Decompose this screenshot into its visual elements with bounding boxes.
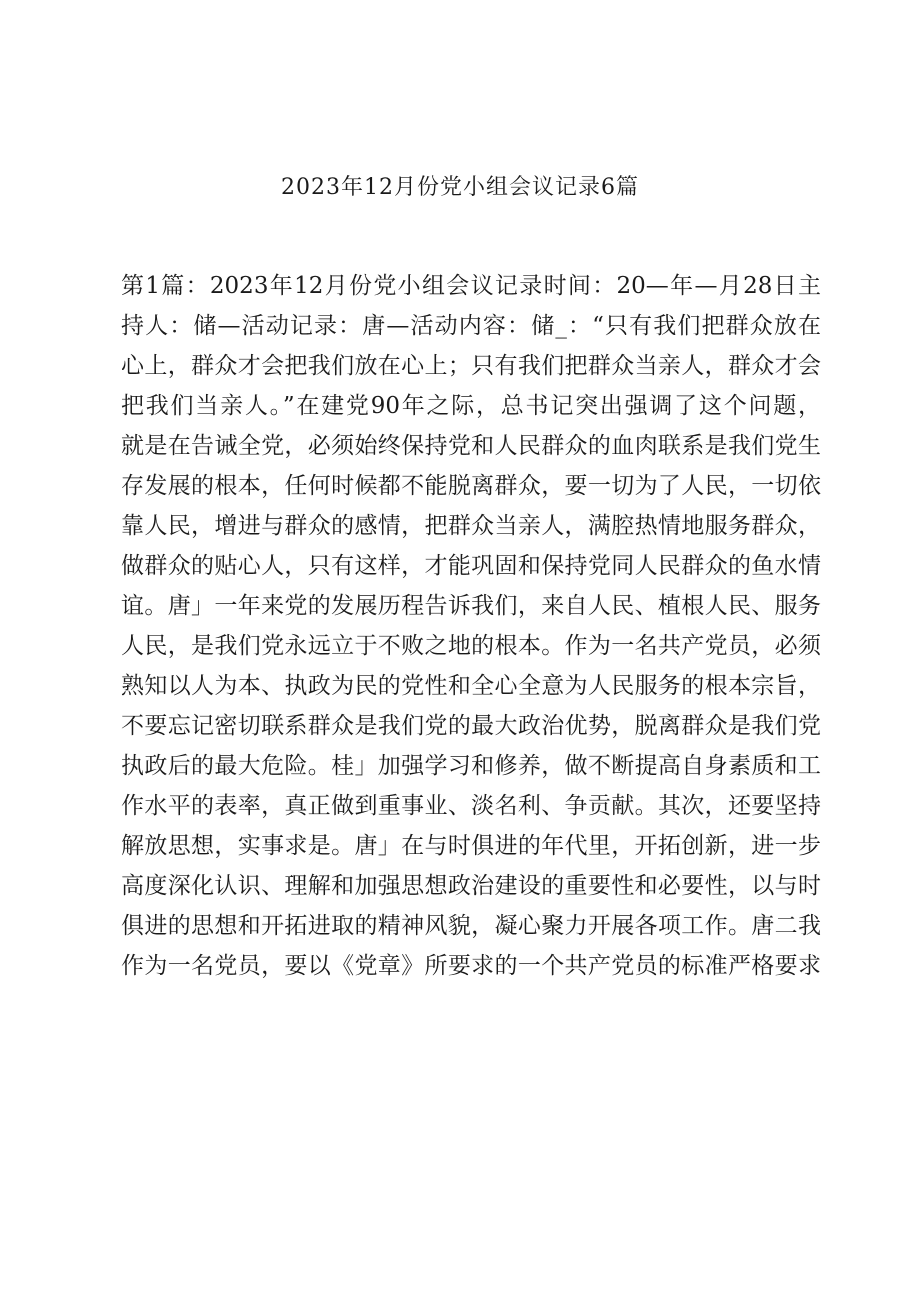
body-line: 作水平的表率，真正做到重事业、淡名利、争贡献。其次，还要坚持 — [121, 793, 821, 819]
body-line: 高度深化认识、理解和加强思想政治建设的重要性和必要性，以与时 — [121, 873, 821, 899]
body-line: 就是在告诫全党，必须始终保持党和人民群众的血肉联系是我们党生 — [121, 433, 821, 459]
body-line: 靠人民，增进与群众的感情，把群众当亲人，满腔热情地服务群众， — [121, 513, 821, 539]
body-line: 执政后的最大危险。桂」加强学习和修养，做不断提高自身素质和工 — [121, 753, 821, 779]
body-line: 人民，是我们党永远立于不败之地的根本。作为一名共产党员，必须 — [121, 633, 821, 659]
body-line: 不要忘记密切联系群众是我们党的最大政治优势，脱离群众是我们党 — [121, 713, 821, 739]
body-line: 把我们当亲人。”在建党90年之际，总书记突出强调了这个问题， — [121, 393, 821, 419]
document-title: 2023年12月份党小组会议记录6篇 — [281, 175, 639, 200]
body-line: 持人：储—活动记录：唐—活动内容：储_：“只有我们把群众放在 — [121, 313, 821, 339]
body-line: 谊。唐」一年来党的发展历程告诉我们，来自人民、植根人民、服务 — [121, 593, 821, 619]
body-line: 心上，群众才会把我们放在心上；只有我们把群众当亲人，群众才会 — [121, 353, 821, 379]
body-line: 存发展的根本，任何时候都不能脱离群众，要一切为了人民，一切依 — [121, 473, 821, 499]
body-line: 解放思想，实事求是。唐」在与时俱进的年代里，开拓创新，进一步 — [121, 833, 821, 859]
body-line: 作为一名党员，要以《党章》所要求的一个共产党员的标准严格要求 — [121, 953, 821, 979]
body-line: 第1篇：2023年12月份党小组会议记录时间：20—年—月28日主 — [121, 273, 821, 299]
body-line: 做群众的贴心人，只有这样，才能巩固和保持党同人民群众的鱼水情 — [121, 553, 821, 579]
document-body — [121, 266, 821, 986]
body-line: 熟知以人为本、执政为民的党性和全心全意为人民服务的根本宗旨， — [121, 673, 821, 699]
body-line: 俱进的思想和开拓进取的精神风貌，凝心聚力开展各项工作。唐二我 — [121, 913, 821, 939]
